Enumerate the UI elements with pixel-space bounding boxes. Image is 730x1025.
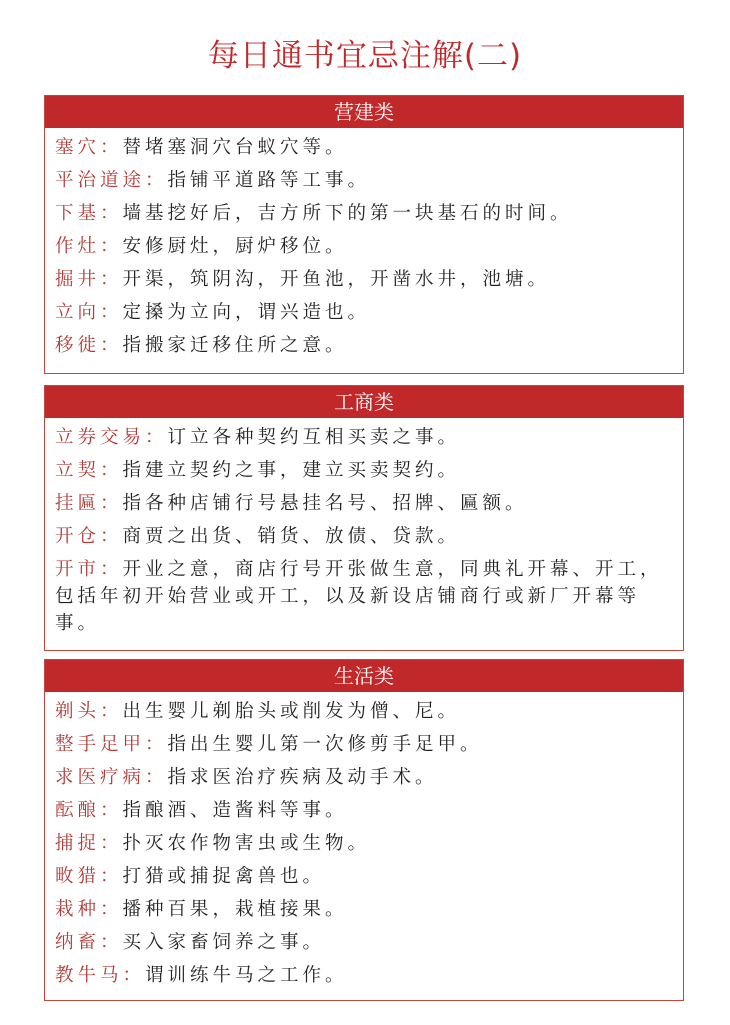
term-label: 立向： — [55, 302, 123, 323]
term-description: 谓训练牛马之工作。 — [145, 965, 348, 986]
term-entry — [55, 830, 675, 857]
term-description: 买入家畜饲养之事。 — [122, 932, 326, 953]
term-description: 订立各种契约互相买卖之事。 — [167, 427, 461, 448]
page-title: 每日通书宜忌注解(二) — [207, 38, 523, 74]
term-description: 指搬家迁移住所之意。 — [122, 335, 348, 356]
term-entry — [55, 797, 675, 824]
term-entry — [55, 490, 675, 517]
term-description: 指求医治疗疾病及动手术。 — [167, 767, 438, 788]
term-label: 酝酿： — [55, 800, 123, 821]
term-description: 扑灭农作物害虫或生物。 — [122, 833, 371, 854]
term-description: 开业之意，商店行号开张做生意，同典礼开幕、开工，包括年初开始营业或开工，以及新设店铺商行或新厂开幕等事。 — [55, 559, 663, 634]
term-label: 开市： — [55, 559, 123, 580]
term-entry — [55, 332, 675, 359]
term-label: 捕捉： — [55, 833, 123, 854]
term-entry — [55, 863, 675, 890]
term-list — [45, 692, 683, 989]
term-label: 畋猎： — [55, 866, 123, 887]
term-description: 安修厨灶，厨炉移位。 — [122, 236, 348, 257]
term-entry — [55, 167, 675, 194]
term-entry — [55, 698, 675, 725]
term-entry — [55, 233, 675, 260]
term-entry — [55, 200, 675, 227]
term-entry — [55, 929, 675, 956]
term-entry — [55, 731, 675, 758]
term-entry — [55, 424, 675, 451]
term-description: 出生婴儿剃胎头或削发为僧、尼。 — [122, 701, 461, 722]
term-description: 商贾之出货、销货、放债、贷款。 — [122, 526, 461, 547]
term-entry — [55, 266, 675, 293]
term-entry — [55, 523, 675, 550]
term-label: 掘井： — [55, 269, 123, 290]
term-label: 塞穴： — [55, 137, 123, 158]
term-description: 指酿酒、造酱料等事。 — [122, 800, 348, 821]
term-description: 播种百果，栽植接果。 — [122, 899, 348, 920]
term-label: 立契： — [55, 460, 123, 481]
term-description: 指出生婴儿第一次修剪手足甲。 — [167, 734, 483, 755]
term-label: 开仓： — [55, 526, 123, 547]
term-label: 立券交易： — [55, 427, 168, 448]
term-description: 指各种店铺行号悬挂名号、招牌、匾额。 — [122, 493, 528, 514]
term-entry — [55, 299, 675, 326]
term-label: 剃头： — [55, 701, 123, 722]
term-label: 移徙： — [55, 335, 123, 356]
term-entry — [55, 134, 675, 161]
term-entry — [55, 457, 675, 484]
term-label: 栽种： — [55, 899, 123, 920]
section-commerce — [44, 385, 684, 651]
term-label: 挂匾： — [55, 493, 123, 514]
term-entry — [55, 764, 675, 791]
term-description: 指铺平道路等工事。 — [167, 170, 371, 191]
section-heading: 生活类 — [45, 660, 683, 692]
term-list — [45, 418, 683, 637]
term-label: 求医疗病： — [55, 767, 168, 788]
term-label: 纳畜： — [55, 932, 123, 953]
term-label: 教牛马： — [55, 965, 146, 986]
term-description: 开渠，筑阴沟，开鱼池，开凿水井，池塘。 — [122, 269, 551, 290]
term-description: 打猎或捕捉禽兽也。 — [122, 866, 326, 887]
term-entry — [55, 556, 675, 637]
term-label: 下基： — [55, 203, 123, 224]
term-entry — [55, 896, 675, 923]
section-construction — [44, 95, 684, 374]
section-life — [44, 659, 684, 1001]
term-description: 定搡为立向，谓兴造也。 — [122, 302, 371, 323]
term-label: 整手足甲： — [55, 734, 168, 755]
term-label: 平治道途： — [55, 170, 168, 191]
term-label: 作灶： — [55, 236, 123, 257]
term-description: 替堵塞洞穴台蚁穴等。 — [122, 137, 348, 158]
term-list — [45, 128, 683, 359]
term-description: 指建立契约之事，建立买卖契约。 — [122, 460, 461, 481]
section-heading: 工商类 — [45, 386, 683, 418]
section-heading: 营建类 — [45, 96, 683, 128]
term-description: 墙基挖好后，吉方所下的第一块基石的时间。 — [122, 203, 573, 224]
term-entry — [55, 962, 675, 989]
